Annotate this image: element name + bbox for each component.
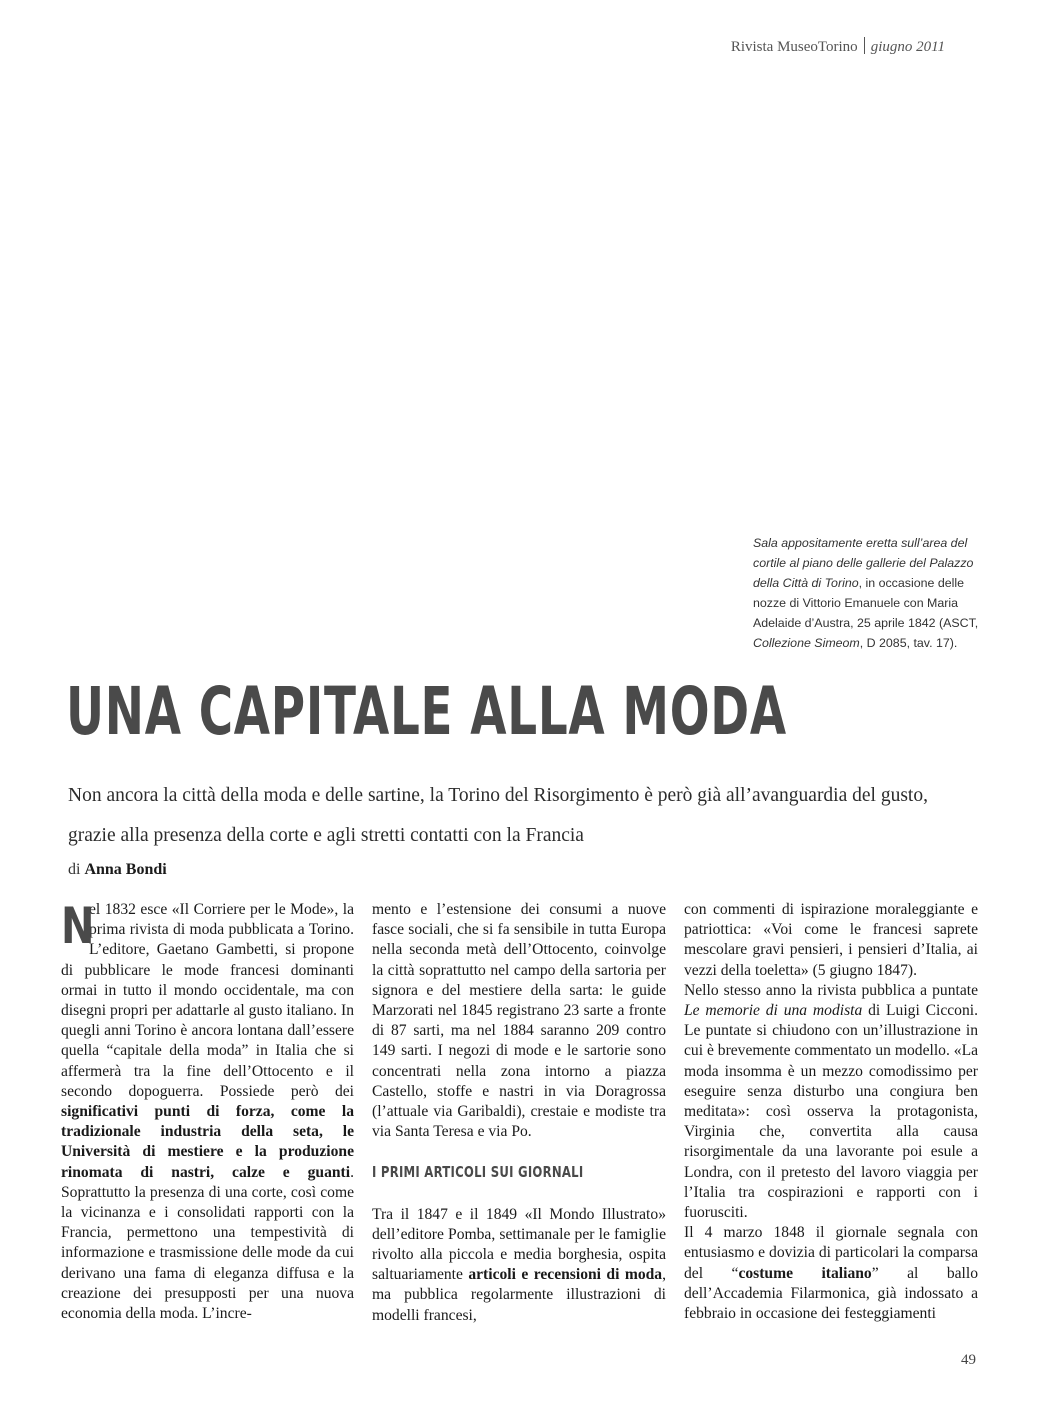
col3-text-2: Il 4 marzo 1848 il giornale segnala con entusiasmo e dovizia di particolari la comparsa del “ <box>684 1224 978 1282</box>
running-header <box>731 37 945 56</box>
paragraph <box>684 1223 978 1324</box>
paragraph: mento e l’estensione dei consumi a nuove fasce sociali, che si fa sensibile in tutta Europa nella seconda metà dell’Ottocento, coinvolge la città soprattutto nel campo della sartoria per signora e del mestiere della sarta: le guide Marzorati nel 1845 registrano 23 sarte a fronte di 87 sarti, ma nel 1884 saranno 209 contro 149 sarti. I negozi di mode e le sartorie sono concentrati nella zona intorno a piazza Castello, stoffe e nastri in via Doragrossa (l’attuale via Garibaldi), crestaie e modiste tra via Santa Teresa e via Po. <box>372 901 666 1141</box>
col1-text-cont: . Soprattutto la presenza di una corte, così come la vicinanza e i consolidati rapporti con la Francia, permettono una tempestività di informazione e trasmissione delle mode da cui derivano una fama di eleganza diffusa e la creazione dei presupposti per una nuova economia della moda. L’incre- <box>61 1163 354 1323</box>
col1-text: el 1832 esce «Il Corriere per le Mode», la prima rivista di moda pubblicata a Torino. L’editore, Gaetano Gambetti, si propone di pubblicare le mode francesi dominanti ormai in tutto il mondo occidentale, ma con disegni propri per adattarle al gusto italiano. In quegli anni Torino è ancora lontana dall’essere quella “capitale della moda” in Italia che si affermerà tra la fine dell’Ottocento e il secondo dopoguerra. Possiede però dei <box>61 901 354 1100</box>
col3-bold-text: costume italiano <box>738 1264 872 1282</box>
page-number: 49 <box>961 1352 976 1368</box>
col2-text-cont: , ma pubblica regolarmente illustrazioni di modelli francesi, <box>372 1266 666 1324</box>
col3-text-end: ” al ballo dell’Accademia Filarmonica, già indossato a febbraio in occasione dei festeggiamenti <box>684 1264 978 1323</box>
paragraph <box>684 981 978 1223</box>
caption-text: , in occasione delle nozze di Vittorio Emanuele con Maria Adelaide d’Austra, 25 aprile 1842 (ASCT, <box>753 576 979 630</box>
col3-text: Nello stesso anno la rivista pubblica a puntate <box>684 981 978 999</box>
byline-prefix: di <box>68 861 81 878</box>
section-heading <box>372 1162 666 1182</box>
issue-date: giugno 2011 <box>870 39 945 55</box>
article-subtitle: Non ancora la città della moda e delle sartine, la Torino del Risorgimento è però già all’avanguardia del gusto, grazie alla presenza della corte e agli stretti contatti con la Francia <box>68 785 928 846</box>
byline <box>68 861 167 879</box>
paragraph <box>372 1205 666 1326</box>
caption-text-end: , D 2085, tav. 17). <box>859 636 958 650</box>
section-heading-text: I PRIMI ARTICOLI SUI GIORNALI <box>372 1163 584 1182</box>
author-name: Anna Bondi <box>84 861 167 878</box>
col3-text-cont: di Luigi Cicconi. Le puntate si chiudono con un’illustrazione in cui è brevemente commentato un modello. «La moda insomma è un mezzo comodissimo per eseguire senza disturbo una congiura ben meditata»: così osserva la protagonista, Virginia che, convertita alla causa risorgimentale da una lavorante poi esule a Londra, con il pretesto del lavoro viaggia per l’Italia tra cospirazioni e rapporti con i fuorusciti. <box>684 1002 979 1222</box>
image-caption <box>753 533 988 653</box>
paragraph <box>61 897 354 1324</box>
article-title: UNA CAPITALE ALLA MODA <box>66 673 787 750</box>
publication-name: Rivista MuseoTorino <box>730 39 858 55</box>
text-column-1 <box>61 897 354 1324</box>
text-column-2 <box>372 900 666 1326</box>
col3-italic-title: Le memorie di una modista <box>684 1002 863 1020</box>
caption-italic-title: Sala appositamente eretta sull’area del cortile al piano delle gallerie del Palazzo della Città di Torino <box>753 536 974 590</box>
drop-cap: N <box>61 897 95 955</box>
paragraph: con commenti di ispirazione moraleggiante e patriottica: «Voi come le francesi saprete mescolare gravi pensieri, i pensieri d’Italia, ai vezzi della toeletta» (5 giugno 1847). <box>684 901 978 979</box>
col2-text: Tra il 1847 e il 1849 «Il Mondo Illustrato» dell’editore Pomba, settimanale per le famiglie rivolto alla piccola e media borghesia, ospita saltuariamente <box>372 1205 666 1284</box>
caption-italic-collection: Collezione Simeom <box>753 636 860 650</box>
header-divider <box>864 37 865 54</box>
col2-bold-text: articoli e recensioni di moda <box>468 1266 663 1284</box>
col1-bold-text: significativi punti di forza, come la tradizionale industria della seta, le Università di mestiere e la produzione rinomata di nastri, calze e guanti <box>61 1103 354 1181</box>
text-column-3 <box>684 900 978 1324</box>
